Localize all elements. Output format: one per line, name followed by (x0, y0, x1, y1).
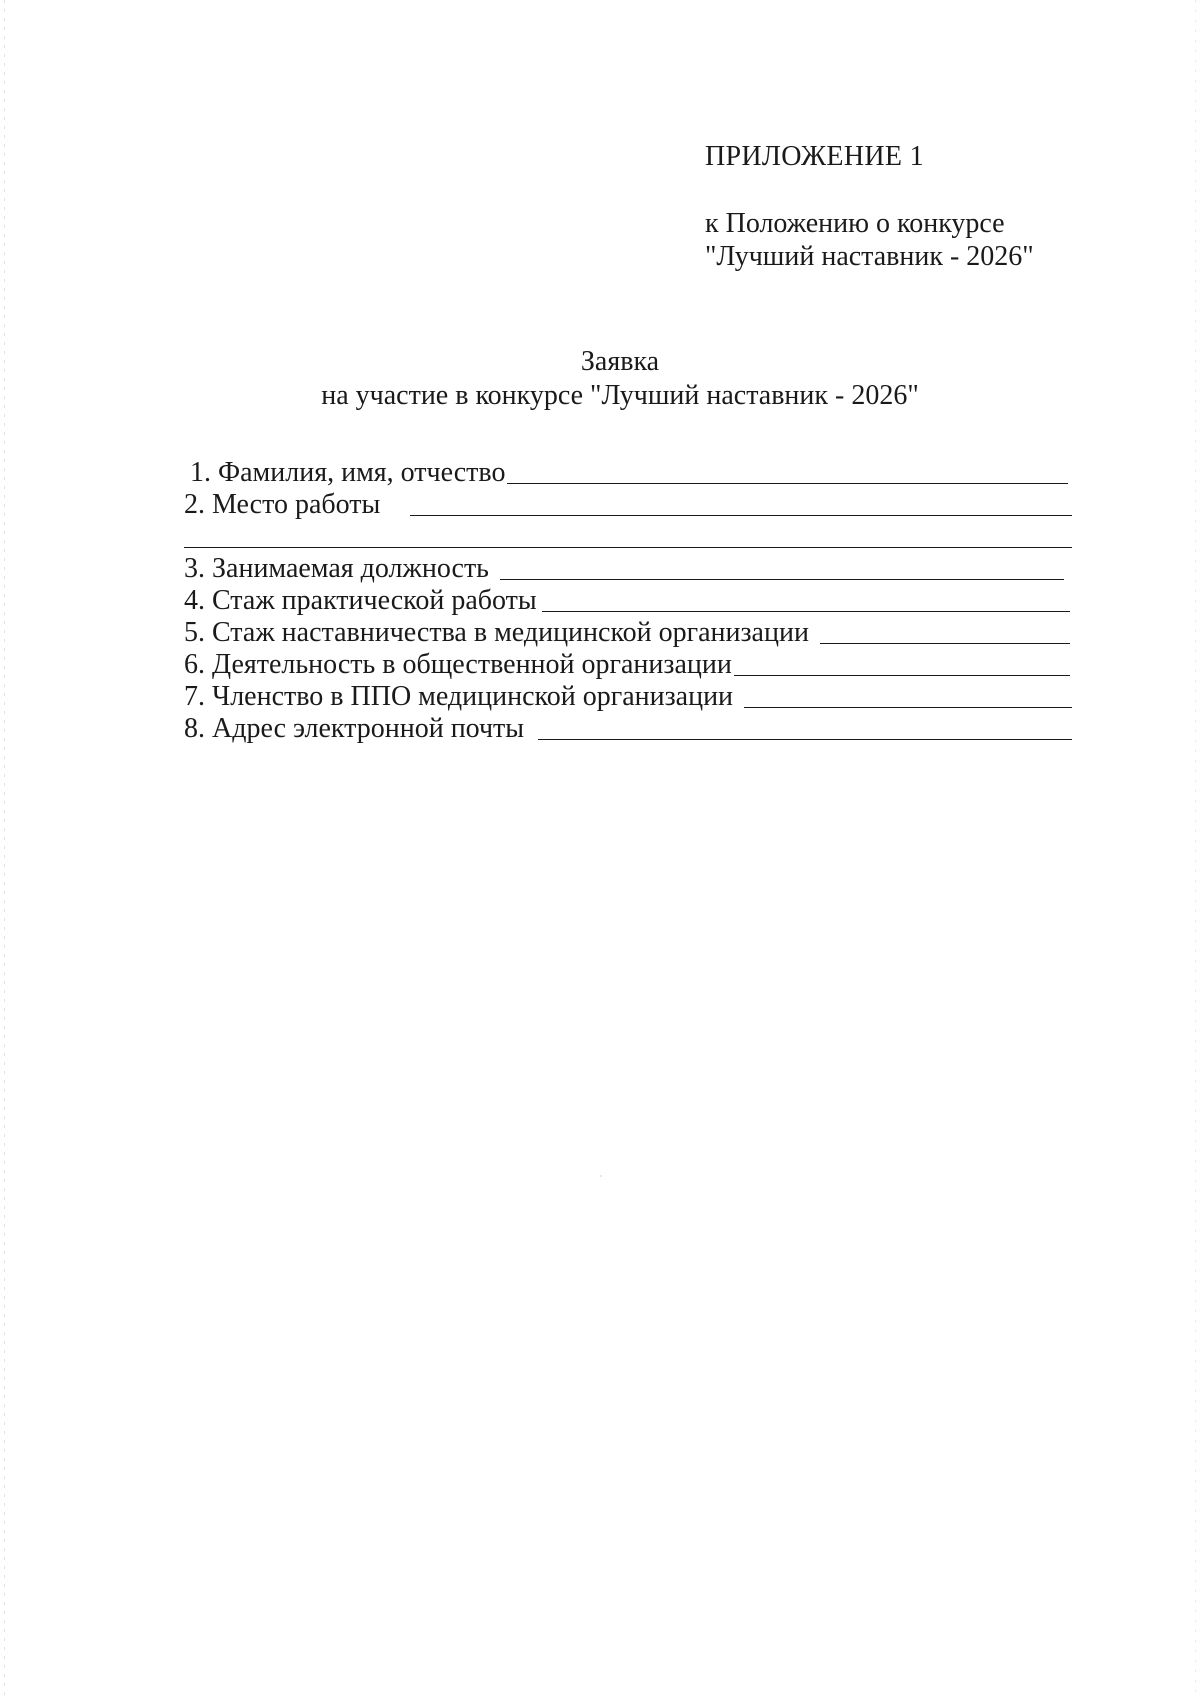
form-label-public-activity: 6. Деятельность в общественной организации (184, 649, 732, 680)
form-label-workplace: 2. Место работы (184, 489, 381, 520)
form-row-public-activity[interactable] (184, 649, 1072, 681)
form-line-workplace[interactable] (410, 515, 1072, 516)
scan-edge-right (1195, 0, 1196, 1696)
form-row-email[interactable] (184, 713, 1072, 745)
form-row-mentoring-experience[interactable] (184, 617, 1072, 649)
form-row-full-name[interactable] (184, 457, 1072, 489)
application-form (184, 457, 1072, 745)
form-label-practical-experience: 4. Стаж практической работы (184, 585, 537, 616)
form-row-workplace-continued[interactable] (184, 521, 1072, 553)
form-label-mentoring-experience: 5. Стаж наставничества в медицинской организации (184, 617, 809, 648)
appendix-reference (705, 207, 1034, 273)
form-line-mentoring-experience[interactable] (820, 643, 1070, 644)
form-line-workplace-continued[interactable] (184, 547, 1072, 548)
document-title (0, 345, 1200, 413)
form-line-union-membership[interactable] (744, 707, 1072, 708)
appendix-reference-line-2: "Лучший наставник - 2026" (705, 241, 1034, 272)
form-line-full-name[interactable] (504, 483, 1068, 484)
form-line-email[interactable] (538, 739, 1072, 740)
scan-speck (600, 1175, 602, 1177)
form-line-public-activity[interactable] (734, 675, 1070, 676)
document-title-line-2: на участие в конкурсе "Лучший наставник - 2026" (321, 380, 919, 411)
document-title-line-1: Заявка (580, 346, 660, 377)
form-row-position[interactable] (184, 553, 1072, 585)
form-row-union-membership[interactable] (184, 681, 1072, 713)
form-line-position[interactable] (500, 579, 1064, 580)
form-label-union-membership: 7. Членство в ППО медицинской организации (184, 681, 734, 712)
scan-edge-left (4, 0, 5, 1696)
appendix-reference-line-1: к Положению о конкурсе (705, 208, 1005, 239)
form-label-position: 3. Занимаемая должность (184, 553, 489, 584)
form-label-email: 8. Адрес электронной почты (184, 713, 525, 744)
form-row-practical-experience[interactable] (184, 585, 1072, 617)
appendix-title: ПРИЛОЖЕНИЕ 1 (705, 141, 924, 172)
form-label-full-name: 1. Фамилия, имя, отчество (190, 457, 506, 488)
form-row-workplace[interactable] (184, 489, 1072, 521)
form-line-practical-experience[interactable] (542, 611, 1070, 612)
